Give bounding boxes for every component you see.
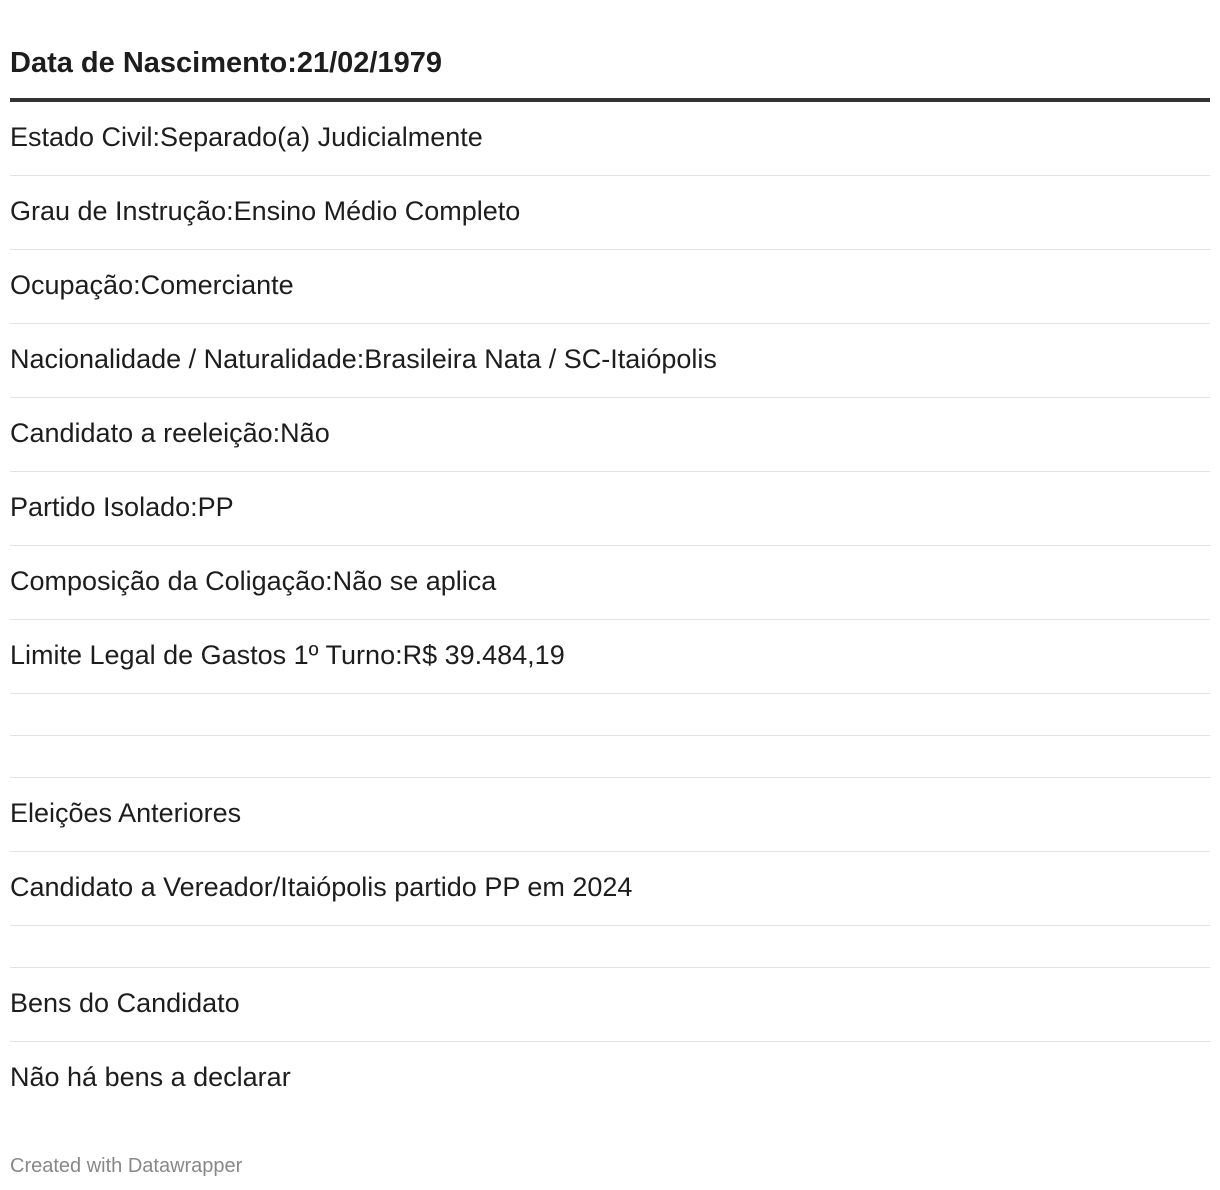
table-row-empty [10, 694, 1210, 736]
table-row-previous-election [10, 852, 1210, 926]
header-title: Data de Nascimento:21/02/1979 [10, 47, 442, 79]
datawrapper-credit[interactable]: Created with Datawrapper [10, 1155, 243, 1177]
table-row-empty [10, 926, 1210, 968]
table-row-nationality [10, 324, 1210, 398]
table-row-assets-heading [10, 968, 1210, 1042]
row-text: Composição da Coligação:Não se aplica [10, 566, 497, 596]
table-header [10, 0, 1210, 102]
table-row-coalition [10, 546, 1210, 620]
row-text: Estado Civil:Separado(a) Judicialmente [10, 122, 483, 152]
table-row-spending-limit [10, 620, 1210, 694]
table-row-reelection [10, 398, 1210, 472]
table-row-assets [10, 1042, 1210, 1116]
row-text: Grau de Instrução:Ensino Médio Completo [10, 196, 521, 226]
row-text: Ocupação:Comerciante [10, 270, 294, 300]
row-text: Não há bens a declarar [10, 1062, 291, 1092]
row-text: Partido Isolado:PP [10, 492, 234, 522]
table-row-empty [10, 736, 1210, 778]
row-text: Candidato a reeleição:Não [10, 418, 330, 448]
row-text: Eleições Anteriores [10, 798, 242, 828]
row-text: Candidato a Vereador/Itaiópolis partido PP em 2024 [10, 872, 633, 902]
table-row-marital-status [10, 102, 1210, 176]
table-row-occupation [10, 250, 1210, 324]
row-text: Limite Legal de Gastos 1º Turno:R$ 39.484,19 [10, 640, 565, 670]
table-row-previous-elections-heading [10, 778, 1210, 852]
candidate-info-table [10, 0, 1210, 1116]
row-text: Nacionalidade / Naturalidade:Brasileira Nata / SC-Itaiópolis [10, 344, 717, 374]
table-row-education [10, 176, 1210, 250]
table-row-party [10, 472, 1210, 546]
row-text: Bens do Candidato [10, 988, 240, 1018]
